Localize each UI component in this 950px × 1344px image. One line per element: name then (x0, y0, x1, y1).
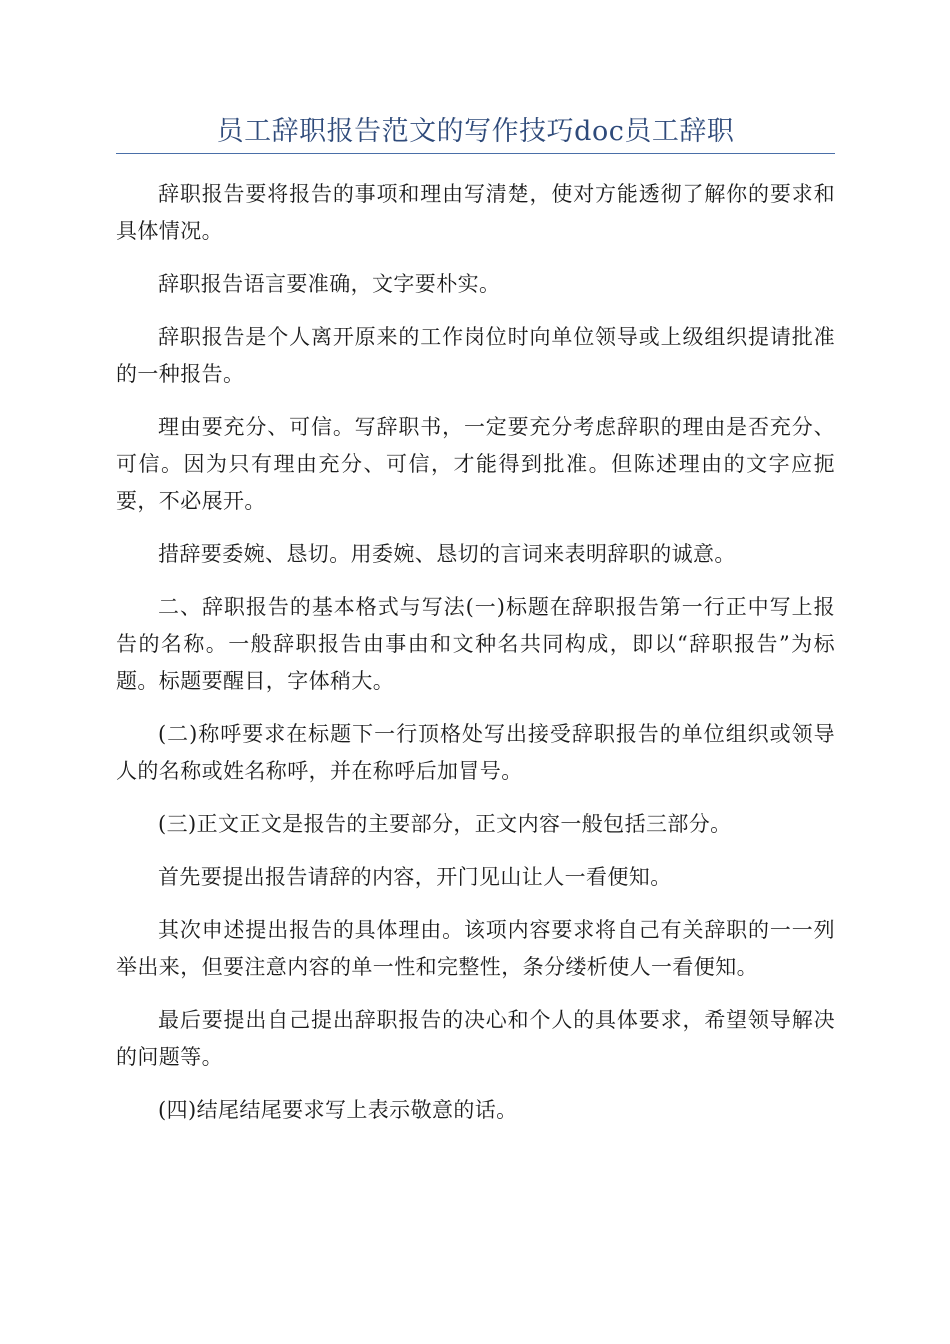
paragraph-10: 其次申述提出报告的具体理由。该项内容要求将自己有关辞职的一一列举出来，但要注意内容的单一性和完整性，条分缕析使人一看便知。 (116, 918, 835, 979)
paragraph-2: 辞职报告语言要准确，文字要朴实。 (158, 272, 501, 296)
paragraph-6: 二、辞职报告的基本格式与写法(一)标题在辞职报告第一行正中写上报告的名称。一般辞职报告由事由和文种名共同构成，即以“辞职报告”为标题。标题要醒目，字体稍大。 (116, 595, 835, 693)
document-title: 员工辞职报告范文的写作技巧doc员工辞职 (216, 116, 735, 147)
paragraph-8: (三)正文正文是报告的主要部分，正文内容一般包括三部分。 (158, 812, 732, 836)
title-underline (116, 153, 835, 154)
paragraph-7: (二)称呼要求在标题下一行顶格处写出接受辞职报告的单位组织或领导人的名称或姓名称呼，并在称呼后加冒号。 (116, 722, 835, 783)
paragraph-4: 理由要充分、可信。写辞职书，一定要充分考虑辞职的理由是否充分、可信。因为只有理由充分、可信，才能得到批准。但陈述理由的文字应扼要，不必展开。 (116, 415, 835, 513)
paragraph-12: (四)结尾结尾要求写上表示敬意的话。 (158, 1098, 518, 1122)
paragraph-3: 辞职报告是个人离开原来的工作岗位时向单位领导或上级组织提请批准的一种报告。 (116, 325, 835, 386)
paragraph-11: 最后要提出自己提出辞职报告的决心和个人的具体要求，希望领导解决的问题等。 (116, 1008, 835, 1069)
document-body (116, 176, 835, 1145)
paragraph-1: 辞职报告要将报告的事项和理由写清楚，使对方能透彻了解你的要求和具体情况。 (116, 182, 835, 243)
paragraph-9: 首先要提出报告请辞的内容，开门见山让人一看便知。 (158, 865, 672, 889)
paragraph-5: 措辞要委婉、恳切。用委婉、恳切的言词来表明辞职的诚意。 (158, 542, 736, 566)
